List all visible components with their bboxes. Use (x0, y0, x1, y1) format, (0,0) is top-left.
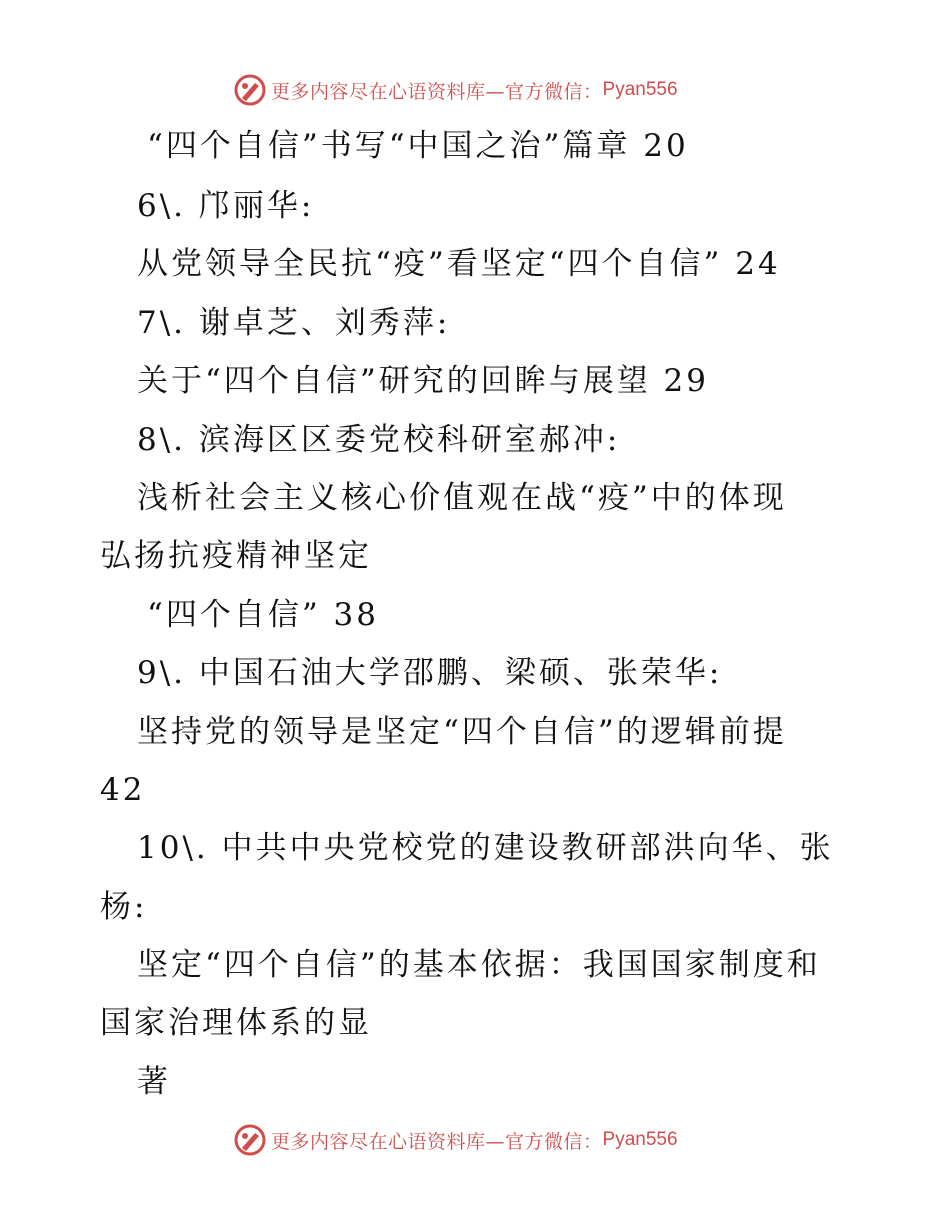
toc-line: 9\. 中国石油大学邵鹏、梁硕、张荣华: (137, 655, 723, 691)
watermark-text: 更多内容尽在心语资料库—官方微信： (271, 80, 603, 103)
toc-line: “四个自信”书写“中国之治”篇章 20 (147, 128, 689, 164)
toc-line: 国家治理体系的显 (100, 1005, 372, 1041)
toc-line: 8\. 滨海区区委党校科研室郝冲: (137, 422, 621, 458)
toc-line: 杨: (100, 889, 148, 925)
toc-line: “四个自信” 38 (147, 597, 379, 633)
toc-line: 42 (100, 772, 146, 808)
toc-line: 7\. 谢卓芝、刘秀萍: (137, 305, 451, 341)
pen-logo-icon (233, 1123, 267, 1157)
toc-line: 6\. 邝丽华: (137, 188, 315, 224)
toc-line: 10\. 中共中央党校党的建设教研部洪向华、张 (137, 830, 834, 866)
footer-watermark (233, 1122, 678, 1158)
watermark-wechat-id: Pyan556 (602, 79, 678, 100)
watermark-wechat-id: Pyan556 (602, 1129, 678, 1150)
header-watermark (233, 72, 678, 108)
toc-line: 从党领导全民抗“疫”看坚定“四个自信” 24 (137, 246, 781, 282)
toc-line: 浅析社会主义核心价值观在战“疫”中的体现 (137, 480, 787, 516)
watermark-text: 更多内容尽在心语资料库—官方微信： (271, 1130, 603, 1153)
toc-line: 弘扬抗疫精神坚定 (100, 538, 372, 574)
toc-line: 关于“四个自信”研究的回眸与展望 29 (137, 363, 709, 399)
pen-logo-icon (233, 73, 267, 107)
toc-line: 著 (137, 1064, 171, 1100)
toc-line: 坚定“四个自信”的基本依据：我国国家制度和 (137, 947, 821, 983)
toc-line: 坚持党的领导是坚定“四个自信”的逻辑前提 (137, 714, 787, 750)
